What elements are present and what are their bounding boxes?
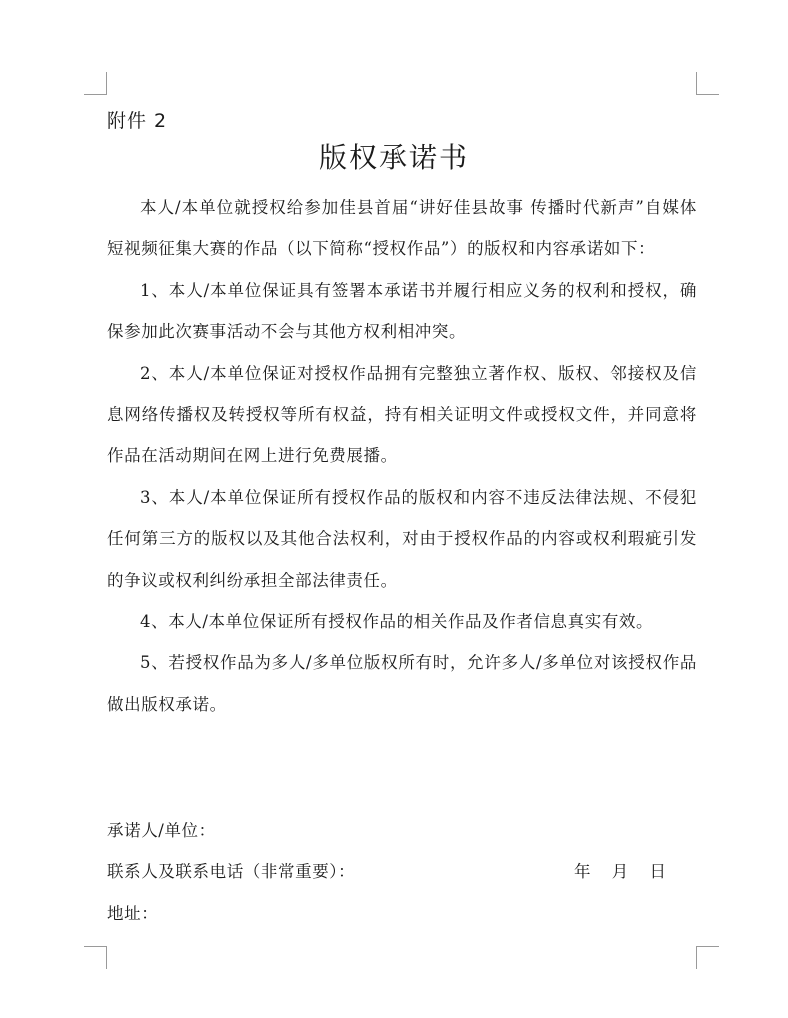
intro-paragraph: 本人/本单位就授权给参加佳县首届“讲好佳县故事 传播时代新声”自媒体短视频征集大赛的作品（以下简称“授权作品”）的版权和内容承诺如下：	[107, 198, 697, 259]
clause-3: 3、本人/本单位保证所有授权作品的版权和内容不违反法律法规、不侵犯任何第三方的版权以及其他合法权利，对由于授权作品的内容或权利瑕疵引发的争议或权利纠纷承担全部法律责任。	[107, 487, 697, 590]
document-title: 版权承诺书	[318, 141, 469, 174]
crop-mark-bottom-left	[84, 946, 107, 969]
crop-mark-top-right	[696, 72, 719, 95]
clause-2: 2、本人/本单位保证对授权作品拥有完整独立著作权、版权、邻接权及信息网络传播权及转授权等所有权益，持有相关证明文件或授权文件，并同意将作品在活动期间在网上进行免费展播。	[107, 363, 697, 466]
signatory-label: 承诺人/单位：	[107, 821, 216, 840]
crop-mark-bottom-right	[696, 946, 719, 969]
contact-label: 联系人及联系电话（非常重要）：	[107, 862, 356, 881]
document-body	[107, 187, 697, 725]
crop-mark-top-left	[84, 72, 107, 95]
address-label: 地址：	[107, 904, 159, 923]
clause-1: 1、本人/本单位保证具有签署本承诺书并履行相应义务的权利和授权，确保参加此次赛事活动不会与其他方权利相冲突。	[107, 280, 697, 342]
date-label: 年 月 日	[574, 862, 666, 881]
attachment-label: 附件 2	[107, 110, 168, 132]
clause-4: 4、本人/本单位保证所有授权作品的相关作品及作者信息真实有效。	[140, 612, 654, 632]
clause-5: 5、若授权作品为多人/多单位版权所有时，允许多人/多单位对该授权作品做出版权承诺。	[107, 653, 697, 714]
